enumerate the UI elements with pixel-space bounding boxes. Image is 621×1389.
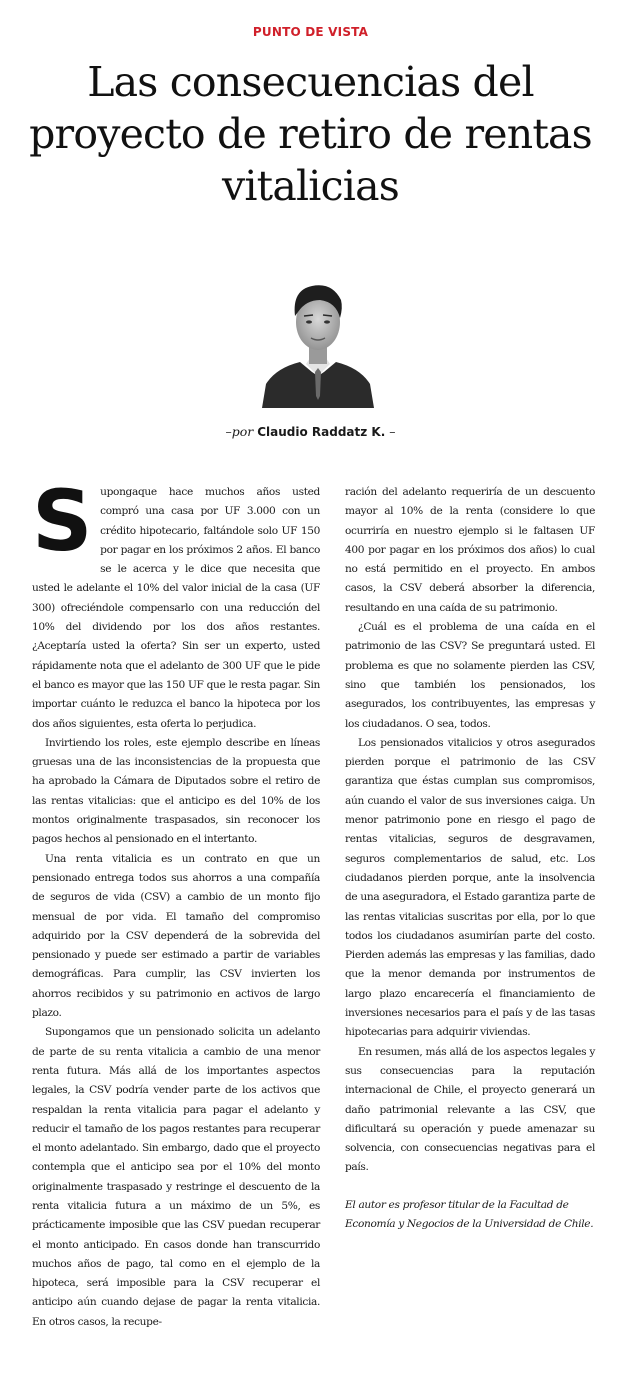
paragraph: Los pensionados vitalicios y otros asegurados pierden porque el patrimonio de las CSV garantiza que éstas cumplan sus compromisos, aún cuando el valor de sus inversiones caiga. Un menor patrimonio pone en riesgo el pago de rentas vitalicias, seguros de desgravamen, seguros complementarios de salud, etc. Los ciudadanos pierden porque, ante la insolvencia de una aseguradora, el Estado garantiza parte de las rentas vitalicias suscritas por ella, por lo que todos los ciudadanos asumirían parte del costo. Pierden además las empresas y las familias, dado que la menor demanda por instrumentos de largo plazo encarecería el financiamiento de inversiones necesarios para el país y de las tasas hipotecarias para adquirir viviendas. bbox=[345, 736, 595, 1039]
paragraph: Supongamos que un pensionado solicita un adelanto de parte de su renta vitalicia a cambio de una menor renta futura. Más allá de los importantes aspectos legales, la CSV podría vender parte de los activos que respaldan la renta vitalicia para pagar el adelanto y reducir el tamaño de los pagos restantes para recuperar el monto adelantado. Sin embargo, dado que el proyecto contempla que el anticipo sea por el 10% del monto originalmente traspasado y restringe el descuento de la renta vitalicia futura a un máximo de un 5%, es prácticamente imposible que las CSV puedan recuperar el monto anticipado. En casos donde han transcurrido muchos años de pago, tal como en el ejemplo de la hipoteca, será imposible para la CSV recuperar el anticipo aún cuando dejase de pagar la renta vitalicia. En otros casos, la recupe- bbox=[32, 1026, 320, 1328]
headline: Las consecuencias del proyecto de retiro de rentas vitalicias bbox=[29, 58, 592, 210]
author-portrait bbox=[262, 272, 374, 408]
paragraph: ¿Cuál es el problema de una caída en el patrimonio de las CSV? Se preguntará usted. El problema es que no solamente pierden las CSV, sino que también los pensionados, los asegurados, los contribuyentes, las empresas y los ciudadanos. O sea, todos. bbox=[345, 621, 595, 730]
paragraph: En resumen, más allá de los aspectos legales y sus consecuencias para la reputación internacional de Chile, el proyecto generará un daño patrimonial relevante a las CSV, que dificultará su operación y puede amenazar su solvencia, con consecuencias negativas para el país. bbox=[345, 1045, 595, 1174]
byline bbox=[0, 424, 621, 439]
paragraph-text: upongaque hace muchos años usted compró una casa por UF 3.000 con un crédito hipotecario, faltándole solo UF 150 por pagar en los próximos 2 años. El banco se le acerca y le dice que necesita que usted le adelante el 10% del valor inicial de la casa (UF 300) ofreciéndole compensarlo con una reducción del 10% del dividendo por los dos años restantes. ¿Aceptaría usted la oferta? Sin ser un experto, usted rápidamente nota que el adelanto de 300 UF que le pide el banco es mayor que las 150 UF que le resta pagar. Sin importar cuánto le reduzca el banco la hipoteca por los dos años siguientes, esta oferta lo perjudica. bbox=[32, 486, 320, 730]
byline-prefix: –por bbox=[225, 424, 254, 439]
byline-suffix: – bbox=[389, 424, 396, 439]
paragraph: Invirtiendo los roles, este ejemplo describe en líneas gruesas una de las inconsistencias de la propuesta que ha aprobado la Cámara de Diputados sobre el retiro de las rentas vitalicias: que el anticipo es del 10% de los montos originalmente traspasados, sin reconocer los pagos hechos al pensionado en el intertanto. bbox=[32, 736, 320, 846]
dropcap: S bbox=[32, 472, 93, 570]
author-name: Claudio Raddatz K. bbox=[257, 425, 386, 439]
article-column-left bbox=[32, 472, 320, 1332]
author-note: El autor es profesor titular de la Facultad de Economía y Negocios de la Universidad de Chile. bbox=[345, 1198, 594, 1230]
kicker: PUNTO DE VISTA bbox=[252, 25, 369, 39]
paragraph: ración del adelanto requeriría de un descuento mayor al 10% de la renta (considere lo que ocurriría en nuestro ejemplo si le faltasen UF 400 por pagar en los próximos dos años) lo cual no está permitido en el proyecto. En ambos casos, la CSV deberá absorber la diferencia, resultando en una caída de su patrimonio. bbox=[345, 486, 595, 614]
paragraph: Una renta vitalicia es un contrato en que un pensionado entrega todos sus ahorros a una compañía de seguros de vida (CSV) a cambio de un monto fijo mensual de por vida. El tamaño del compromiso adquirido por la CSV dependerá de la sobrevida del pensionado y puede ser estimado a partir de variables demográficas. Para cumplir, las CSV invierten los ahorros recibidos y su patrimonio en activos de largo plazo. bbox=[32, 852, 320, 1020]
paragraph bbox=[32, 472, 320, 734]
article-column-right bbox=[345, 483, 595, 1234]
